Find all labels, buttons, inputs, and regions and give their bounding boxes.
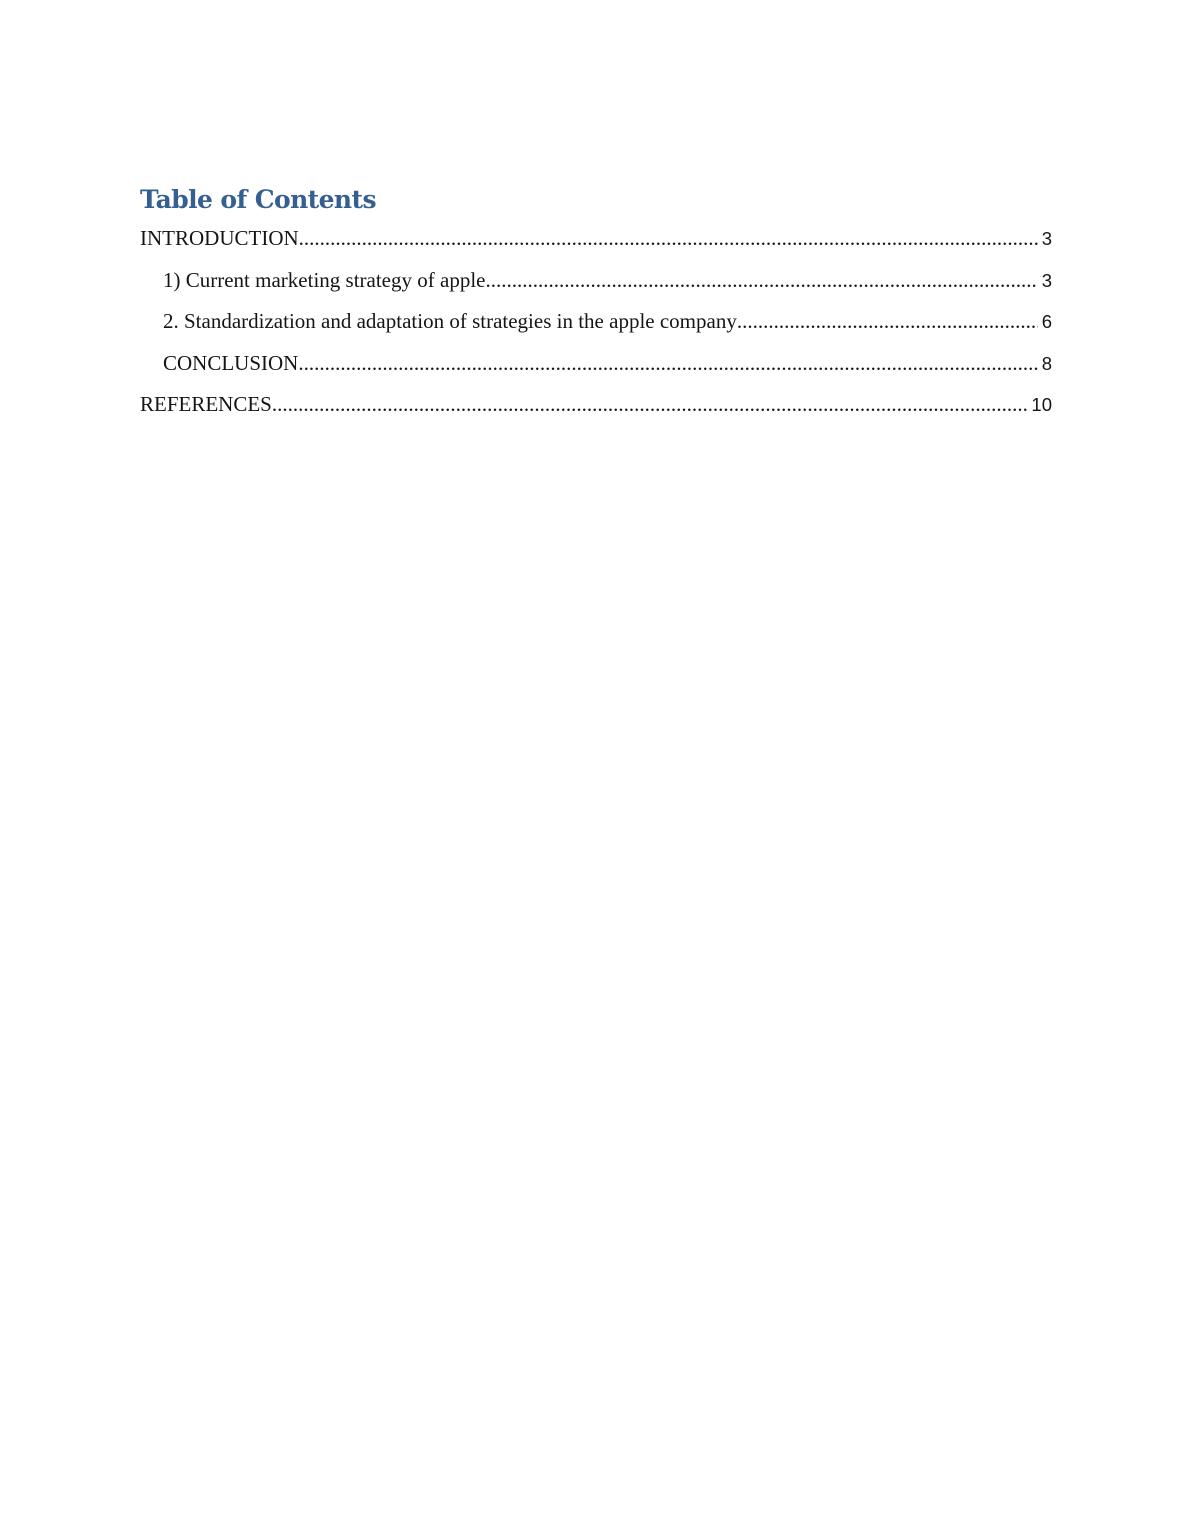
toc-entry-page-number: 3: [1041, 228, 1052, 249]
toc-entry-current-marketing-strategy[interactable]: [140, 260, 1052, 302]
toc-entry-introduction[interactable]: [140, 218, 1052, 260]
dot-leader: [299, 218, 1038, 259]
toc-entry-page-number: 8: [1041, 352, 1052, 374]
toc-entry-label: CONCLUSION: [163, 350, 299, 375]
toc-entry-label: REFERENCES: [140, 392, 272, 416]
toc-entry-conclusion[interactable]: [140, 343, 1052, 385]
dot-leader: [485, 260, 1037, 301]
dot-leader: [298, 343, 1037, 384]
toc-section: [140, 186, 1052, 426]
dot-leader: [272, 384, 1028, 425]
toc-entry-references[interactable]: [140, 384, 1052, 426]
dot-leader: [737, 301, 1038, 342]
toc-entry-label: 1) Current marketing strategy of apple: [163, 267, 486, 292]
toc-entry-page-number: 10: [1031, 394, 1052, 415]
toc-entry-page-number: 3: [1041, 269, 1052, 291]
toc-entry-standardization-adaptation[interactable]: [140, 301, 1052, 343]
toc-entry-label: INTRODUCTION: [140, 226, 299, 250]
toc-entry-label: 2. Standardization and adaptation of strategies in the apple company: [163, 309, 737, 333]
toc-entry-page-number: 6: [1041, 311, 1052, 332]
toc-list: [140, 218, 1052, 426]
toc-heading: Table of Contents: [140, 185, 376, 214]
